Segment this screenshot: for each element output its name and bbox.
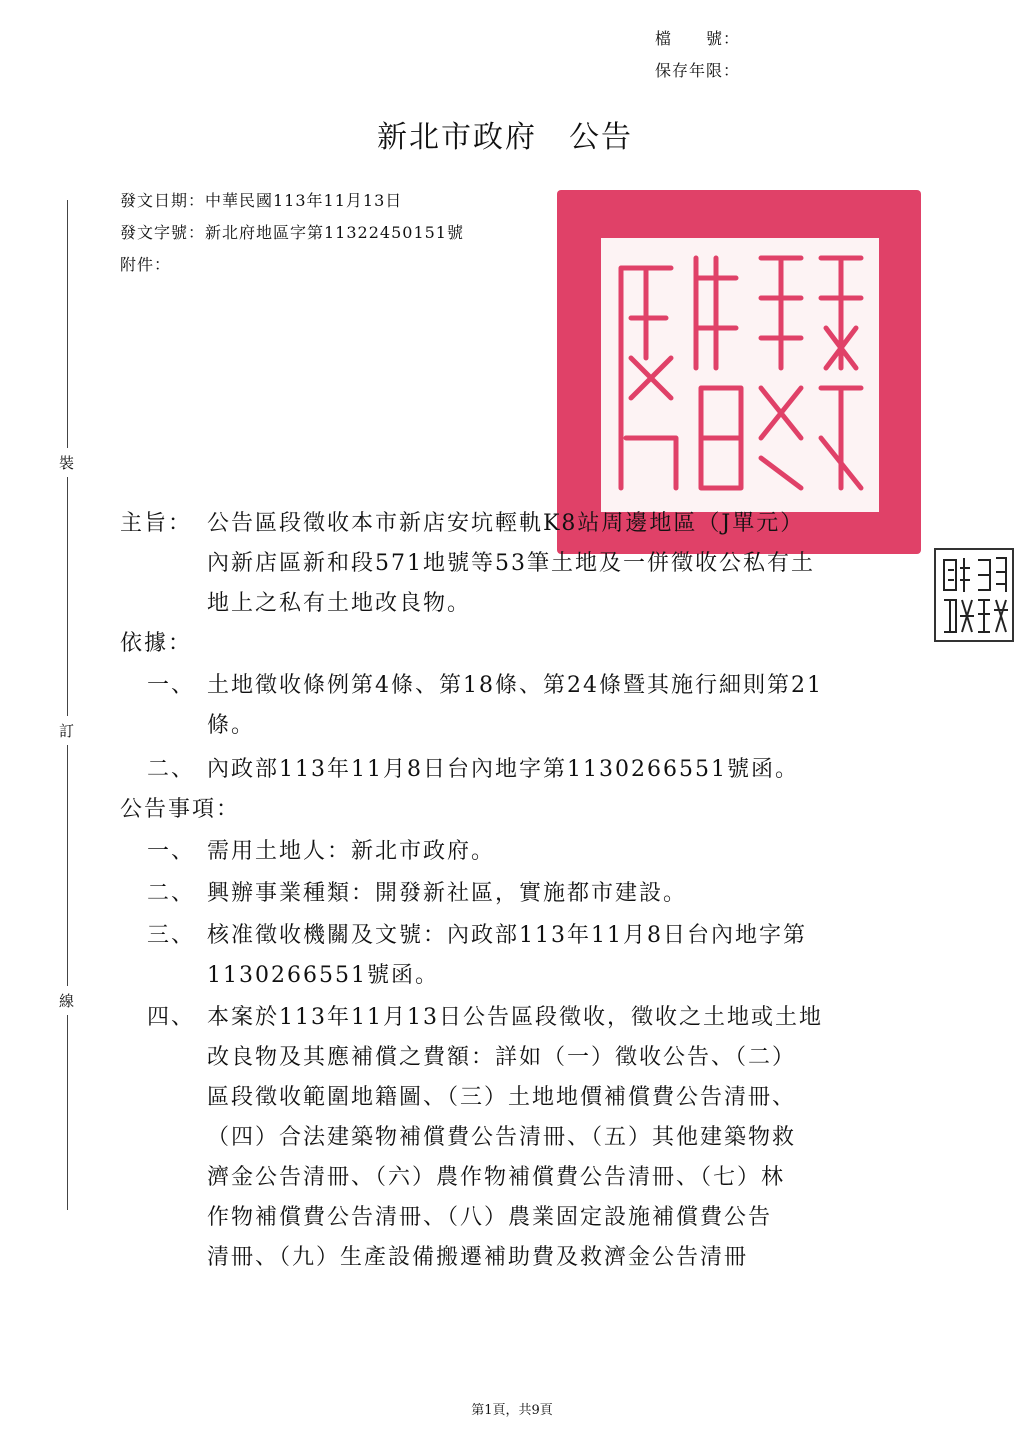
notice-item-line: 核准徵收機關及文號：內政部113年11月8日台內地字第: [207, 923, 807, 948]
binding-mark-ding: 訂: [59, 716, 74, 745]
notice-item-line: 改良物及其應補償之費額：詳如（一）徵收公告、（二）: [207, 1045, 797, 1070]
subject-line: 地上之私有土地改良物。: [207, 591, 472, 616]
department-stamp: [934, 548, 1014, 642]
subject-label: 主旨：: [120, 511, 193, 536]
seal-script-characters: [601, 238, 879, 512]
notice-item-line: 區段徵收範圍地籍圖、（三）土地地價補償費公告清冊、: [207, 1085, 797, 1110]
subject-line: 內新店區新和段571地號等53筆土地及一併徵收公私有土: [207, 551, 815, 576]
basis-item-marker: 二、: [147, 757, 196, 782]
page-number: 第1頁，共9頁: [471, 1403, 553, 1418]
file-number-label: 檔 號：: [655, 29, 741, 48]
retention-period-label: 保存年限：: [655, 61, 741, 80]
notice-item-line: 興辦事業種類：開發新社區，實施都市建設。: [207, 881, 688, 906]
basis-label: 依據：: [120, 631, 193, 656]
notice-item-marker: 二、: [147, 881, 196, 906]
basis-item-line: 內政部113年11月8日台內地字第1130266551號函。: [207, 757, 799, 782]
notice-item-marker: 一、: [147, 839, 196, 864]
binding-mark-zhuang: 裝: [59, 448, 74, 477]
binding-line: [67, 200, 68, 1210]
notice-item-marker: 三、: [147, 923, 196, 948]
official-seal: [557, 190, 921, 554]
subject-line: 公告區段徵收本市新店安坑輕軌K8站周邊地區（J單元）: [207, 511, 805, 536]
notice-item-line: 作物補償費公告清冊、（八）農業固定設施補償費公告: [207, 1205, 773, 1230]
notice-item-line: 濟金公告清冊、（六）農作物補償費公告清冊、（七）林: [207, 1165, 786, 1190]
page-title: 新北市政府 公告: [377, 120, 633, 155]
notice-item-line: 1130266551號函。: [207, 963, 439, 988]
notice-label: 公告事項：: [120, 797, 241, 822]
basis-item-marker: 一、: [147, 673, 196, 698]
notice-item-line: （四）合法建築物補償費公告清冊、（五）其他建築物救: [207, 1125, 797, 1150]
notice-item-line: 本案於113年11月13日公告區段徵收，徵收之土地或土地: [207, 1005, 823, 1030]
basis-item-line: 土地徵收條例第4條、第18條、第24條暨其施行細則第21: [207, 673, 823, 698]
binding-mark-xian: 線: [59, 986, 74, 1015]
notice-item-marker: 四、: [147, 1005, 196, 1030]
basis-item-line: 條。: [207, 713, 256, 738]
document-number: 發文字號：新北府地區字第11322450151號: [120, 223, 464, 242]
attachment-label: 附件：: [120, 255, 172, 274]
notice-item-line: 需用土地人：新北市政府。: [207, 839, 496, 864]
notice-item-line: 清冊、（九）生產設備搬遷補助費及救濟金公告清冊: [207, 1245, 749, 1270]
issue-date: 發文日期：中華民國113年11月13日: [120, 191, 403, 210]
